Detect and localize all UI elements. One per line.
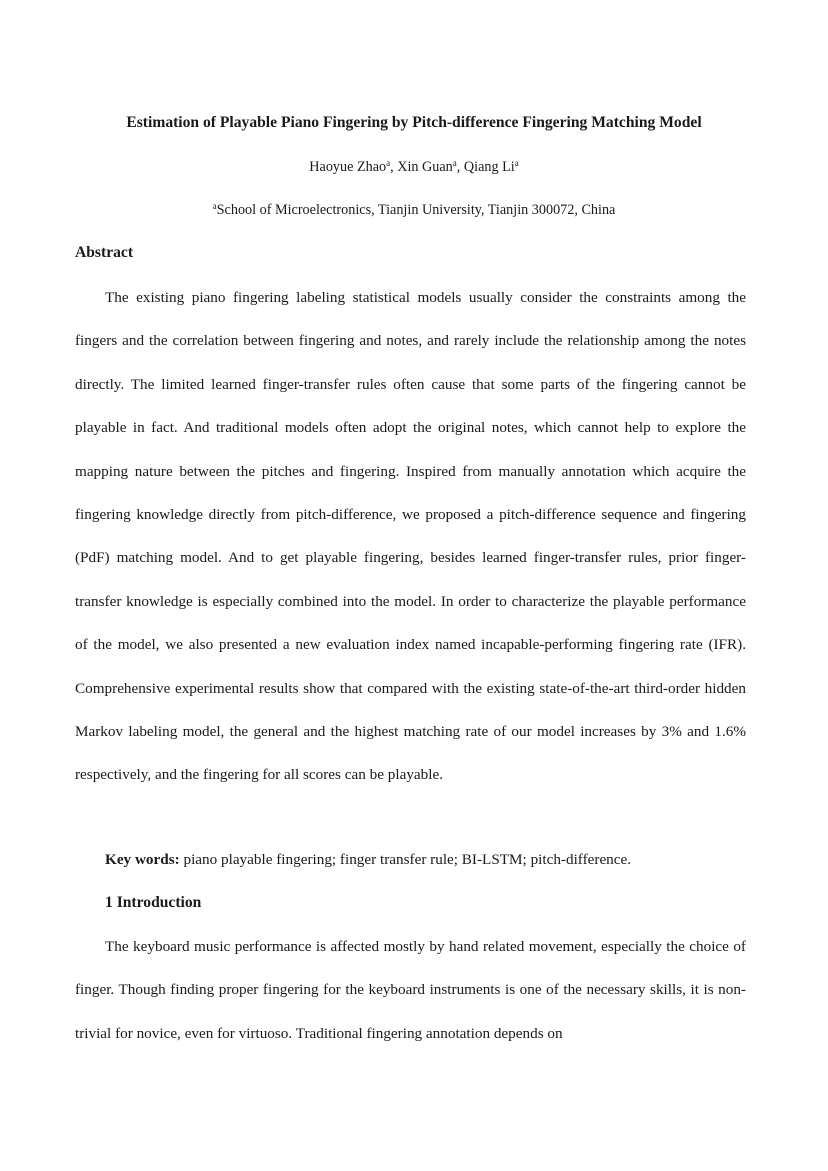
keywords-label: Key words: xyxy=(105,851,180,868)
abstract-heading: Abstract xyxy=(75,244,134,261)
author-affiliation-mark: a xyxy=(514,158,519,168)
author-name: Haoyue Zhao xyxy=(309,159,387,175)
affiliation-mark: a xyxy=(212,201,217,211)
author-separator: , xyxy=(456,159,464,175)
section-heading-introduction: 1 Introduction xyxy=(105,894,202,911)
author-affiliation-mark: a xyxy=(386,158,391,168)
author-name: Qiang Li xyxy=(463,159,515,175)
keywords xyxy=(105,850,631,870)
abstract-body: The existing piano fingering labeling statistical models usually consider the constraints among the fingers and the correlation between fingering and notes, and rarely include the relationship among the notes directly. The limited learned finger-transfer rules often cause that some parts of the fingering cannot be playable in fact. And traditional models often adopt the original notes, which cannot help to explore the mapping nature between the pitches and fingering. Inspired from manually annotation which acquire the fingering knowledge directly from pitch-difference, we proposed a pitch-difference sequence and fingering (PdF) matching model. And to get playable fingering, besides learned finger-transfer rules, prior finger-transfer knowledge is especially combined into the model. In order to characterize the playable performance of the model, we also presented a new evaluation index named incapable-performing fingering rate (IFR). Comprehensive experimental results show that compared with the existing state-of-the-art third-order hidden Markov labeling model, the general and the highest matching rate of our model increases by 3% and 1.6% respectively, and the fingering for all scores can be playable. xyxy=(75,289,746,784)
author-name: Xin Guan xyxy=(397,159,453,175)
author-separator: , xyxy=(390,159,398,175)
introduction-body: The keyboard music performance is affected mostly by hand related movement, especially the choice of finger. Though finding proper fingering for the keyboard instruments is one of the necessary skills, it is non-trivial for novice, even for virtuoso. Traditional fingering annotation depends on xyxy=(75,938,746,1042)
author-affiliation-mark: a xyxy=(452,158,457,168)
affiliation-text: School of Microelectronics, Tianjin University, Tianjin 300072, China xyxy=(216,202,616,218)
paper-title: Estimation of Playable Piano Fingering by Pitch-difference Fingering Matching Model xyxy=(126,114,702,131)
keywords-text: piano playable fingering; finger transfer rule; BI-LSTM; pitch-difference. xyxy=(179,851,632,868)
author-list xyxy=(0,157,828,177)
affiliation xyxy=(0,200,828,220)
